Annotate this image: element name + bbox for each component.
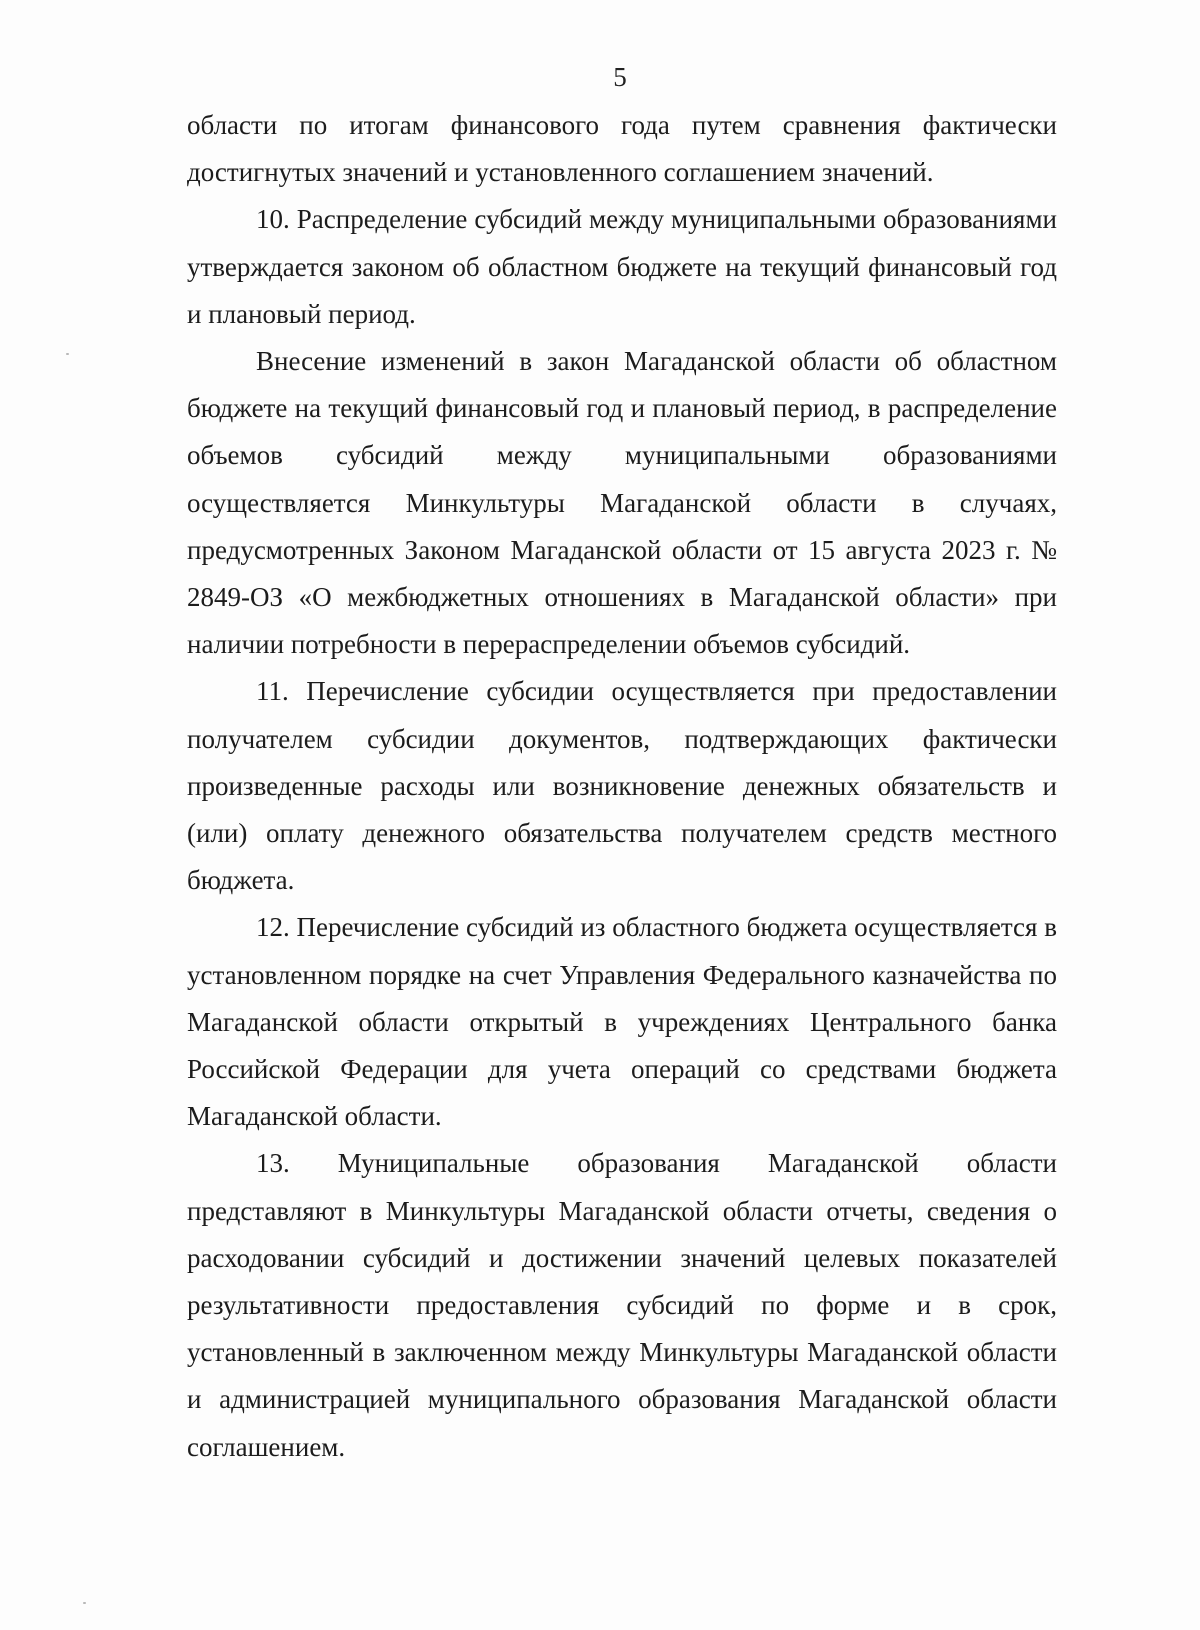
paragraph-13: 13. Муниципальные образования Магаданской области представляют в Минкультуры Магаданской области отчеты, сведения о расходовании субсидий и достижении значений целевых показателей результативности предоставления субсидий по форме и в срок, установленный в заключенном между Минкультуры Магаданской области и администрацией муниципального образования Магаданской области соглашением. (187, 1148, 1057, 1462)
paragraph-10: 10. Распределение субсидий между муниципальными образованиями утверждается законом об областном бюджете на текущий финансовый год и плановый период. (187, 204, 1057, 329)
page-number: 5 (613, 62, 627, 92)
scan-speck (66, 353, 69, 355)
paragraph-continuation: области по итогам финансового года путем сравнения фактически достигнутых значений и установленного соглашением значений. (187, 110, 1057, 188)
document-body (187, 102, 1057, 1471)
paragraph-11: 11. Перечисление субсидии осуществляется при предоставлении получателем субсидии документов, подтверждающих фактически произведенные расходы или возникновение денежных обязательств и (или) оплату денежного обязательства получателем средств местного бюджета. (187, 676, 1057, 896)
paragraph-10-amendments: Внесение изменений в закон Магаданской области об областном бюджете на текущий финансовый год и плановый период, в распределение объемов субсидий между муниципальными образованиями осуществляется Минкультуры Магаданской области в случаях, предусмотренных Законом Магаданской области от 15 августа 2023 г. № 2849-ОЗ «О межбюджетных отношениях в Магаданской области» при наличии потребности в перераспределении объемов субсидий. (187, 346, 1057, 660)
scan-speck (83, 1602, 86, 1604)
paragraph-12: 12. Перечисление субсидий из областного бюджета осуществляется в установленном порядке на счет Управления Федерального казначейства по Магаданской области открытый в учреждениях Центрального банка Российской Федерации для учета операций со средствами бюджета Магаданской области. (187, 912, 1057, 1132)
